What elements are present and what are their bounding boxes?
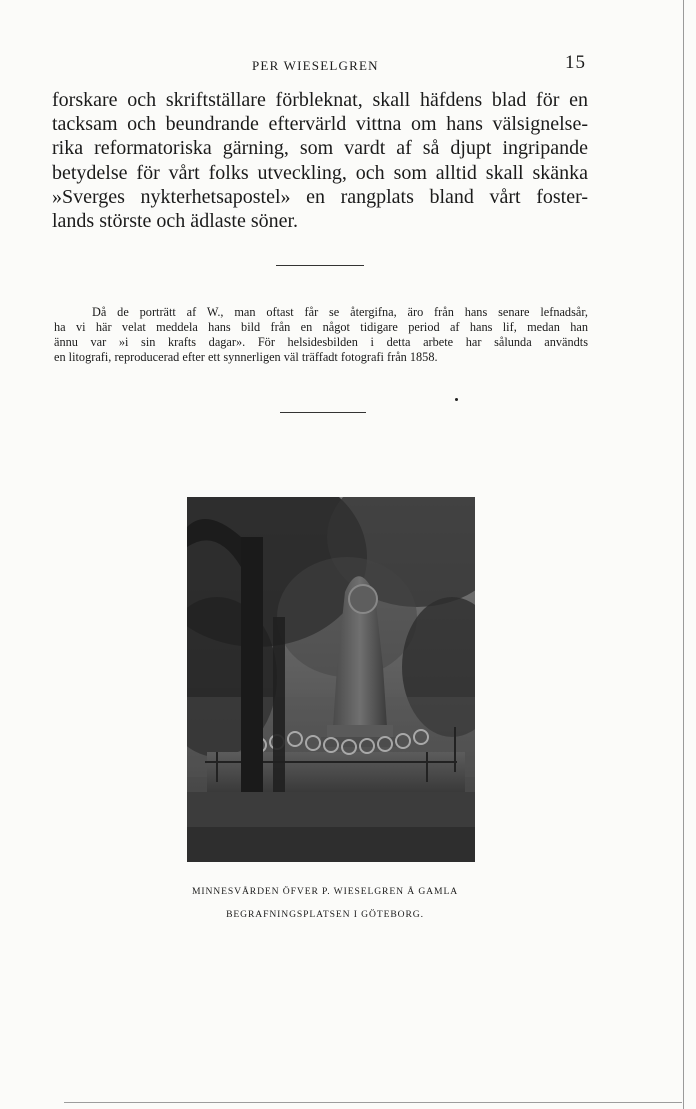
figure-caption — [180, 880, 470, 926]
memorial-photograph-drawing — [187, 497, 475, 862]
body-line: rika reformatoriska gärning, som vardt af så djupt ingripande — [52, 137, 588, 160]
footnote-line: en litografi, reproducerad efter ett synnerligen väl träffadt fotografi från 1858. — [54, 350, 438, 364]
page-number: 15 — [565, 52, 586, 73]
body-line: tacksam och beundrande eftervärld vittna om hans välsignelse- — [52, 113, 588, 136]
body-line: forskare och skriftställare förbleknat, skall häfdens blad för en — [52, 89, 588, 111]
page-edge-line — [683, 0, 684, 1109]
footnote-line: ännu var »i sin krafts dagar». För helsidesbilden i detta arbete har sålunda användts — [54, 335, 588, 349]
caption-line: BEGRAFNINGSPLATSEN I GÖTEBORG. — [226, 909, 424, 920]
section-divider — [276, 265, 364, 266]
caption-line: MINNESVÅRDEN ÖFVER P. WIESELGREN Å GAMLA — [191, 886, 459, 897]
print-speck — [455, 398, 458, 401]
memorial-photograph — [187, 497, 475, 862]
body-paragraph — [52, 88, 588, 233]
running-head: PER WIESELGREN — [252, 58, 379, 73]
body-line: lands störste och ädlaste söner. — [52, 210, 299, 233]
body-line: betydelse för vårt folks utveckling, och som alltid skall skänka — [52, 161, 588, 184]
bottom-edge-line — [64, 1102, 682, 1103]
footnote-line: Då de porträtt af W., man oftast får se återgifna, äro från hans senare lefnadsår, — [92, 305, 588, 319]
body-line: »Sverges nykterhetsapostel» en rangplats bland vårt foster- — [52, 185, 588, 208]
section-divider — [280, 412, 366, 413]
footnote — [54, 305, 588, 365]
footnote-line: ha vi här velat meddela hans bild från en något tidigare period af hans lif, medan han — [54, 320, 588, 334]
